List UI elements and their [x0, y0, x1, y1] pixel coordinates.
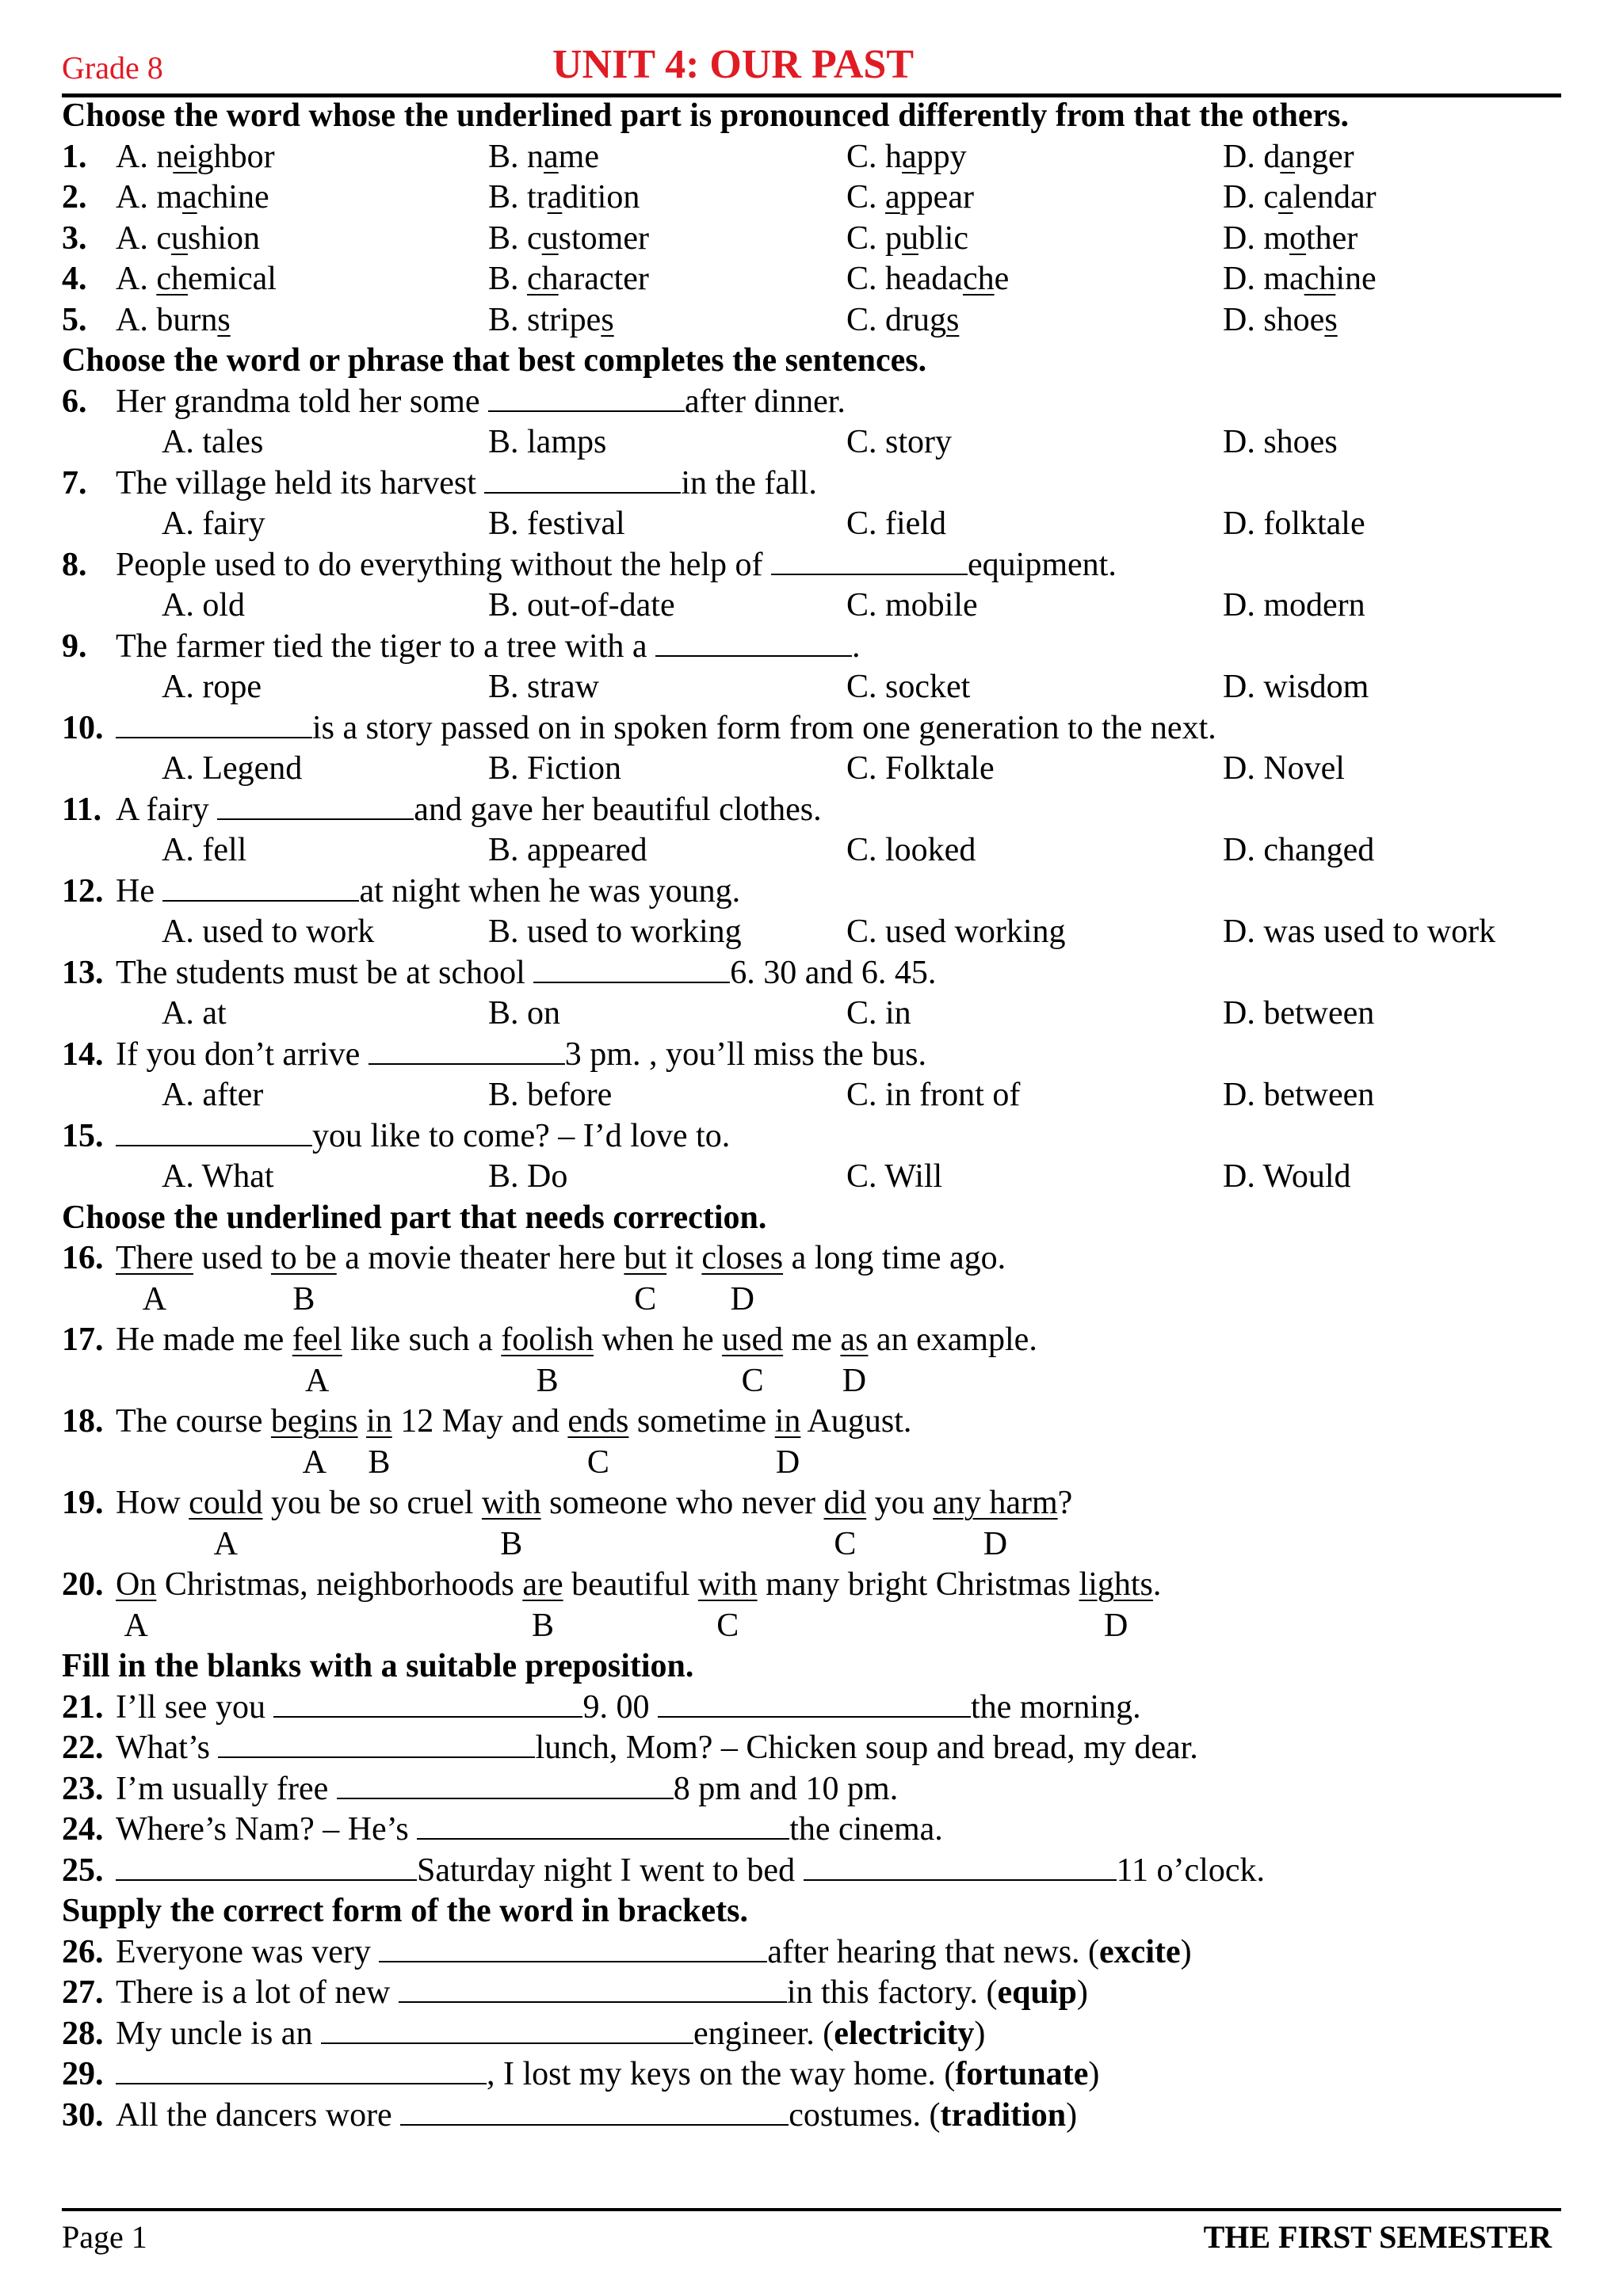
question-number: 9.: [62, 627, 87, 665]
options-row: [62, 585, 1561, 627]
answer-option[interactable]: D. wisdom: [1223, 669, 1369, 705]
question-row: [62, 627, 1561, 668]
bracket-word: electricity: [834, 2015, 975, 2052]
question-text: How could you be so cruel with someone who never did you any harm?: [116, 1485, 1073, 1521]
options-row: [62, 1157, 1561, 1198]
underlined-part: s: [1324, 301, 1338, 338]
answer-option[interactable]: D. mother: [1223, 219, 1358, 257]
answer-blank[interactable]: [217, 791, 414, 820]
question-row: [62, 1320, 1561, 1361]
option-letter: B: [368, 1444, 391, 1481]
question-row: [62, 1810, 1561, 1851]
option-letter: C: [716, 1607, 739, 1644]
answer-option[interactable]: D. folktale: [1223, 505, 1365, 542]
question-number: 17.: [62, 1322, 104, 1358]
underlined-part[interactable]: ends: [567, 1403, 629, 1440]
answer-option[interactable]: B. festival: [488, 505, 625, 542]
question-number: 11.: [62, 791, 102, 828]
answer-option[interactable]: C. socket: [846, 669, 971, 705]
answer-blank[interactable]: [658, 1689, 971, 1718]
question-number: 14.: [62, 1035, 104, 1073]
option-letter: A: [213, 1525, 238, 1562]
answer-option[interactable]: B. lamps: [488, 424, 607, 460]
options-row: [62, 667, 1561, 708]
option-letter: B: [292, 1280, 315, 1318]
options-row: [62, 504, 1561, 545]
option-letter: C: [634, 1280, 657, 1318]
answer-blank[interactable]: [321, 2016, 693, 2044]
question-row: [62, 1035, 1561, 1076]
answer-option[interactable]: D. changed: [1223, 832, 1375, 868]
question-row: [62, 219, 1561, 260]
question-number: 23.: [62, 1770, 104, 1807]
question-number: 30.: [62, 2096, 104, 2134]
question-row: [62, 790, 1561, 831]
answer-option[interactable]: A. cushion: [116, 219, 260, 257]
question-row: [62, 1851, 1561, 1892]
letter-row: [62, 1606, 1561, 1647]
question-text: The course begins in 12 May and ends sometime in August.: [116, 1403, 912, 1440]
section-heading-prepositions: Fill in the blanks with a suitable preposition.: [62, 1648, 694, 1684]
grade-label: Grade 8: [62, 50, 163, 86]
question-row: [62, 1402, 1561, 1443]
answer-option[interactable]: A. chemical: [116, 261, 277, 297]
answer-option[interactable]: D. shoes: [1223, 424, 1338, 460]
letter-row: [62, 1524, 1561, 1566]
answer-option[interactable]: B. Fiction: [488, 750, 622, 787]
question-number: 24.: [62, 1811, 104, 1848]
answer-option[interactable]: B. customer: [488, 219, 649, 257]
answer-blank[interactable]: [484, 465, 681, 494]
options-row: [62, 422, 1561, 463]
answer-option[interactable]: A. fairy: [162, 505, 265, 542]
question-number: 2.: [62, 179, 87, 215]
question-text: is a story passed on in spoken form from one generation to the next.: [116, 708, 1216, 749]
answer-option[interactable]: D. modern: [1223, 587, 1365, 624]
option-letter: A: [124, 1607, 148, 1644]
question-number: 29.: [62, 2056, 104, 2092]
question-number: 8.: [62, 546, 87, 583]
question-text: There is a lot of new in this factory. (equip): [116, 1974, 1088, 2011]
underlined-part[interactable]: did: [823, 1485, 867, 1521]
answer-option[interactable]: B. out-of-date: [488, 587, 675, 624]
answer-blank[interactable]: [379, 1934, 767, 1962]
answer-option[interactable]: C. story: [846, 424, 953, 460]
question-text: He made me feel like such a foolish when he used me as an example.: [116, 1322, 1037, 1358]
question-row: [62, 871, 1561, 913]
question-number: 27.: [62, 1974, 104, 2011]
letter-row: [62, 1361, 1561, 1402]
underlined-part: ch: [527, 261, 559, 297]
answer-option[interactable]: B. used to working: [488, 913, 742, 950]
answer-blank[interactable]: [804, 1852, 1117, 1881]
answer-option[interactable]: C. in front of: [846, 1077, 1021, 1113]
underlined-part[interactable]: to be: [270, 1240, 337, 1276]
section-heading-multiple-choice: Choose the word or phrase that best completes the sentences.: [62, 342, 927, 379]
bracket-word: equip: [997, 1974, 1077, 2011]
question-number: 10.: [62, 709, 104, 746]
answer-blank[interactable]: [369, 1036, 565, 1065]
question-text: Where’s Nam? – He’s the cinema.: [116, 1811, 943, 1848]
question-number: 6.: [62, 383, 87, 420]
answer-option[interactable]: C. drugs: [846, 301, 960, 338]
question-row: [62, 177, 1561, 219]
underlined-part: ch: [1304, 261, 1336, 297]
question-text: Saturday night I went to bed 11 o’clock.: [116, 1851, 1265, 1892]
underlined-part[interactable]: as: [840, 1322, 869, 1358]
answer-blank[interactable]: [273, 1689, 582, 1718]
options-row: [62, 749, 1561, 790]
answer-blank[interactable]: [400, 2097, 789, 2126]
underlined-part: u: [902, 219, 919, 257]
option-letter: B: [500, 1525, 523, 1562]
answer-option[interactable]: A. Legend: [162, 750, 303, 787]
underlined-part: a: [902, 138, 917, 175]
question-text: The farmer tied the tiger to a tree with a .: [116, 627, 861, 665]
option-letter: A: [302, 1444, 327, 1481]
question-number: 25.: [62, 1852, 104, 1889]
answer-option[interactable]: D. between: [1223, 995, 1375, 1032]
underlined-part[interactable]: with: [697, 1566, 758, 1603]
answer-blank[interactable]: [337, 1771, 674, 1799]
underlined-part[interactable]: could: [189, 1485, 263, 1521]
question-row: [62, 1728, 1561, 1769]
question-text: If you don’t arrive 3 pm. , you’ll miss the bus.: [116, 1035, 926, 1073]
option-letter: D: [1104, 1607, 1128, 1644]
question-text: He at night when he was young.: [116, 872, 741, 910]
question-row: [62, 137, 1561, 178]
answer-option[interactable]: A. fell: [162, 832, 247, 868]
answer-option[interactable]: D. calendar: [1223, 179, 1377, 215]
underlined-part: o: [1289, 219, 1306, 257]
page-number: Page 1: [62, 2219, 147, 2255]
underlined-part[interactable]: but: [624, 1240, 667, 1276]
question-text: A fairy and gave her beautiful clothes.: [116, 791, 822, 828]
answer-blank[interactable]: [116, 710, 312, 738]
option-letter: B: [536, 1362, 559, 1399]
answer-blank[interactable]: [218, 1730, 535, 1758]
underlined-part: a: [1277, 179, 1293, 215]
answer-option[interactable]: B. character: [488, 261, 649, 297]
underlined-part: ch: [962, 261, 995, 297]
question-text: , I lost my keys on the way home. (fortunate): [116, 2054, 1099, 2096]
question-row: [62, 382, 1561, 423]
question-text: I’ll see you 9. 00 the morning.: [116, 1688, 1141, 1726]
underlined-part: u: [541, 219, 559, 257]
answer-option[interactable]: C. appear: [846, 179, 974, 215]
question-text: On Christmas, neighborhoods are beautiful with many bright Christmas lights.: [116, 1566, 1162, 1603]
answer-option[interactable]: B. on: [488, 995, 561, 1032]
underlined-part[interactable]: in: [366, 1403, 392, 1440]
underlined-part: s: [217, 301, 231, 338]
answer-option[interactable]: D. Would: [1223, 1158, 1351, 1195]
question-row: [62, 300, 1561, 341]
answer-option[interactable]: A. used to work: [162, 913, 375, 950]
answer-option[interactable]: B. tradition: [488, 179, 640, 215]
options-row: [62, 994, 1561, 1035]
question-number: 15.: [62, 1117, 104, 1154]
underlined-part[interactable]: in: [774, 1403, 801, 1440]
question-row: [62, 1688, 1561, 1729]
answer-option[interactable]: A. neighbor: [116, 138, 275, 175]
question-number: 1.: [62, 138, 87, 175]
question-row: [62, 2054, 1561, 2096]
option-letter: C: [834, 1525, 857, 1562]
question-row: [62, 2014, 1561, 2055]
options-row: [62, 830, 1561, 871]
option-letter: A: [305, 1362, 330, 1399]
question-row: [62, 1973, 1561, 2014]
answer-option[interactable]: D. between: [1223, 1077, 1375, 1113]
answer-option[interactable]: C. mobile: [846, 587, 978, 624]
underlined-part: s: [601, 301, 614, 338]
underlined-part: u: [170, 219, 188, 257]
option-letter: D: [775, 1444, 800, 1481]
semester-label: THE FIRST SEMESTER: [1203, 2219, 1552, 2255]
question-number: 12.: [62, 872, 104, 910]
underlined-part[interactable]: closes: [701, 1240, 784, 1276]
answer-blank[interactable]: [417, 1811, 789, 1840]
question-row: [62, 545, 1561, 586]
answer-option[interactable]: B. straw: [488, 669, 599, 705]
underlined-part: s: [946, 301, 960, 338]
question-row: [62, 1565, 1561, 1606]
answer-blank[interactable]: [655, 628, 852, 657]
question-row: [62, 1932, 1561, 1974]
answer-option[interactable]: C. public: [846, 219, 968, 257]
question-number: 4.: [62, 261, 87, 297]
answer-option[interactable]: B. name: [488, 138, 599, 175]
answer-blank[interactable]: [533, 955, 730, 983]
answer-option[interactable]: A. at: [162, 995, 227, 1032]
option-letter: B: [531, 1607, 554, 1644]
option-letter: C: [586, 1444, 609, 1481]
answer-option[interactable]: C. headache: [846, 261, 1010, 297]
underlined-part[interactable]: any harm: [933, 1485, 1058, 1521]
letter-row: [62, 1280, 1561, 1321]
answer-option[interactable]: D. Novel: [1223, 750, 1345, 787]
bracket-word: fortunate: [955, 2056, 1089, 2092]
answer-option[interactable]: A. What: [162, 1158, 274, 1195]
question-text: What’s lunch, Mom? – Chicken soup and bread, my dear.: [116, 1730, 1198, 1766]
question-text: Everyone was very after hearing that news. (excite): [116, 1933, 1192, 1970]
answer-blank[interactable]: [488, 383, 685, 412]
answer-option[interactable]: A. after: [162, 1077, 264, 1113]
underlined-part: a: [1280, 138, 1295, 175]
answer-blank[interactable]: [116, 1118, 312, 1146]
question-number: 26.: [62, 1933, 104, 1970]
answer-option[interactable]: D. shoes: [1223, 301, 1338, 338]
section-heading-word-form: Supply the correct form of the word in brackets.: [62, 1893, 748, 1929]
underlined-part[interactable]: lights: [1079, 1566, 1153, 1603]
question-row: [62, 259, 1561, 300]
underlined-part: a: [547, 179, 563, 215]
underlined-part[interactable]: begins: [270, 1403, 358, 1440]
section-heading-pronunciation: Choose the word whose the underlined part is pronounced differently from that the others.: [62, 97, 1349, 134]
question-row: [62, 1483, 1561, 1524]
answer-option[interactable]: C. Folktale: [846, 750, 995, 787]
answer-option[interactable]: A. rope: [162, 669, 262, 705]
answer-option[interactable]: C. field: [846, 505, 946, 542]
options-row: [62, 1075, 1561, 1116]
bracket-word: excite: [1099, 1933, 1181, 1970]
option-letter: A: [142, 1280, 167, 1318]
answer-option[interactable]: B. appeared: [488, 832, 647, 868]
underlined-part[interactable]: with: [481, 1485, 541, 1521]
answer-blank[interactable]: [116, 1852, 417, 1881]
option-letter: D: [983, 1525, 1008, 1562]
underlined-part[interactable]: feel: [292, 1322, 342, 1358]
answer-option[interactable]: D. danger: [1223, 138, 1354, 175]
underlined-part[interactable]: On: [116, 1566, 157, 1603]
unit-title: UNIT 4: OUR PAST: [552, 42, 914, 87]
underlined-part: a: [182, 179, 197, 215]
question-row: [62, 1769, 1561, 1810]
question-number: 18.: [62, 1403, 104, 1440]
question-text: The students must be at school 6. 30 and 6. 45.: [116, 954, 937, 991]
option-letter: D: [842, 1362, 867, 1399]
answer-option[interactable]: C. in: [846, 995, 911, 1032]
underlined-part[interactable]: foolish: [501, 1322, 594, 1358]
question-text: you like to come? – I’d love to.: [116, 1116, 730, 1158]
underlined-part[interactable]: There: [116, 1240, 193, 1276]
answer-option[interactable]: B. before: [488, 1077, 613, 1113]
answer-option[interactable]: C. happy: [846, 138, 967, 175]
option-letter: C: [741, 1362, 764, 1399]
answer-blank[interactable]: [116, 2056, 487, 2084]
question-number: 16.: [62, 1240, 104, 1276]
bracket-word: tradition: [940, 2096, 1067, 2134]
question-row: [62, 1238, 1561, 1280]
question-number: 28.: [62, 2015, 104, 2052]
question-text: All the dancers wore costumes. (tradition): [116, 2096, 1078, 2134]
option-letter: D: [730, 1280, 754, 1318]
answer-option[interactable]: C. used working: [846, 913, 1066, 950]
underlined-part[interactable]: are: [522, 1566, 563, 1603]
answer-option[interactable]: D. was used to work: [1223, 913, 1496, 950]
question-text: There used to be a movie theater here but it closes a long time ago.: [116, 1240, 1006, 1276]
question-text: People used to do everything without the help of equipment.: [116, 546, 1117, 583]
answer-option[interactable]: A. old: [162, 587, 245, 624]
underlined-part: ch: [156, 261, 188, 297]
options-row: [62, 912, 1561, 953]
answer-blank[interactable]: [771, 547, 968, 575]
underlined-part: ei: [173, 138, 197, 175]
answer-blank[interactable]: [162, 873, 359, 902]
footer-divider: [62, 2208, 1561, 2211]
worksheet-content: [62, 96, 1561, 2136]
question-number: 19.: [62, 1485, 104, 1521]
question-number: 7.: [62, 464, 87, 502]
answer-option[interactable]: D. machine: [1223, 261, 1377, 297]
question-number: 13.: [62, 954, 104, 991]
underlined-part: a: [885, 179, 900, 215]
question-text: The village held its harvest in the fall.: [116, 464, 817, 502]
question-row: [62, 708, 1561, 749]
answer-option[interactable]: B. stripes: [488, 301, 614, 338]
question-row: [62, 463, 1561, 505]
section-heading-error-correction: Choose the underlined part that needs correction.: [62, 1199, 767, 1236]
question-number: 3.: [62, 219, 87, 257]
answer-option[interactable]: B. Do: [488, 1158, 568, 1195]
question-number: 22.: [62, 1730, 104, 1766]
question-text: Her grandma told her some after dinner.: [116, 383, 846, 420]
answer-option[interactable]: C. Will: [846, 1158, 943, 1195]
answer-blank[interactable]: [399, 1974, 787, 2003]
question-row: [62, 2096, 1561, 2137]
answer-option[interactable]: C. looked: [846, 832, 976, 868]
answer-option[interactable]: A. tales: [162, 424, 264, 460]
question-number: 21.: [62, 1688, 104, 1726]
question-number: 5.: [62, 301, 87, 338]
underlined-part[interactable]: used: [722, 1322, 784, 1358]
answer-option[interactable]: A. burns: [116, 301, 231, 338]
underlined-part: a: [544, 138, 559, 175]
question-text: My uncle is an engineer. (electricity): [116, 2015, 986, 2052]
letter-row: [62, 1443, 1561, 1484]
question-row: [62, 953, 1561, 994]
question-text: I’m usually free 8 pm and 10 pm.: [116, 1770, 899, 1807]
question-number: 20.: [62, 1566, 104, 1603]
answer-option[interactable]: A. machine: [116, 179, 269, 215]
question-row: [62, 1116, 1561, 1158]
